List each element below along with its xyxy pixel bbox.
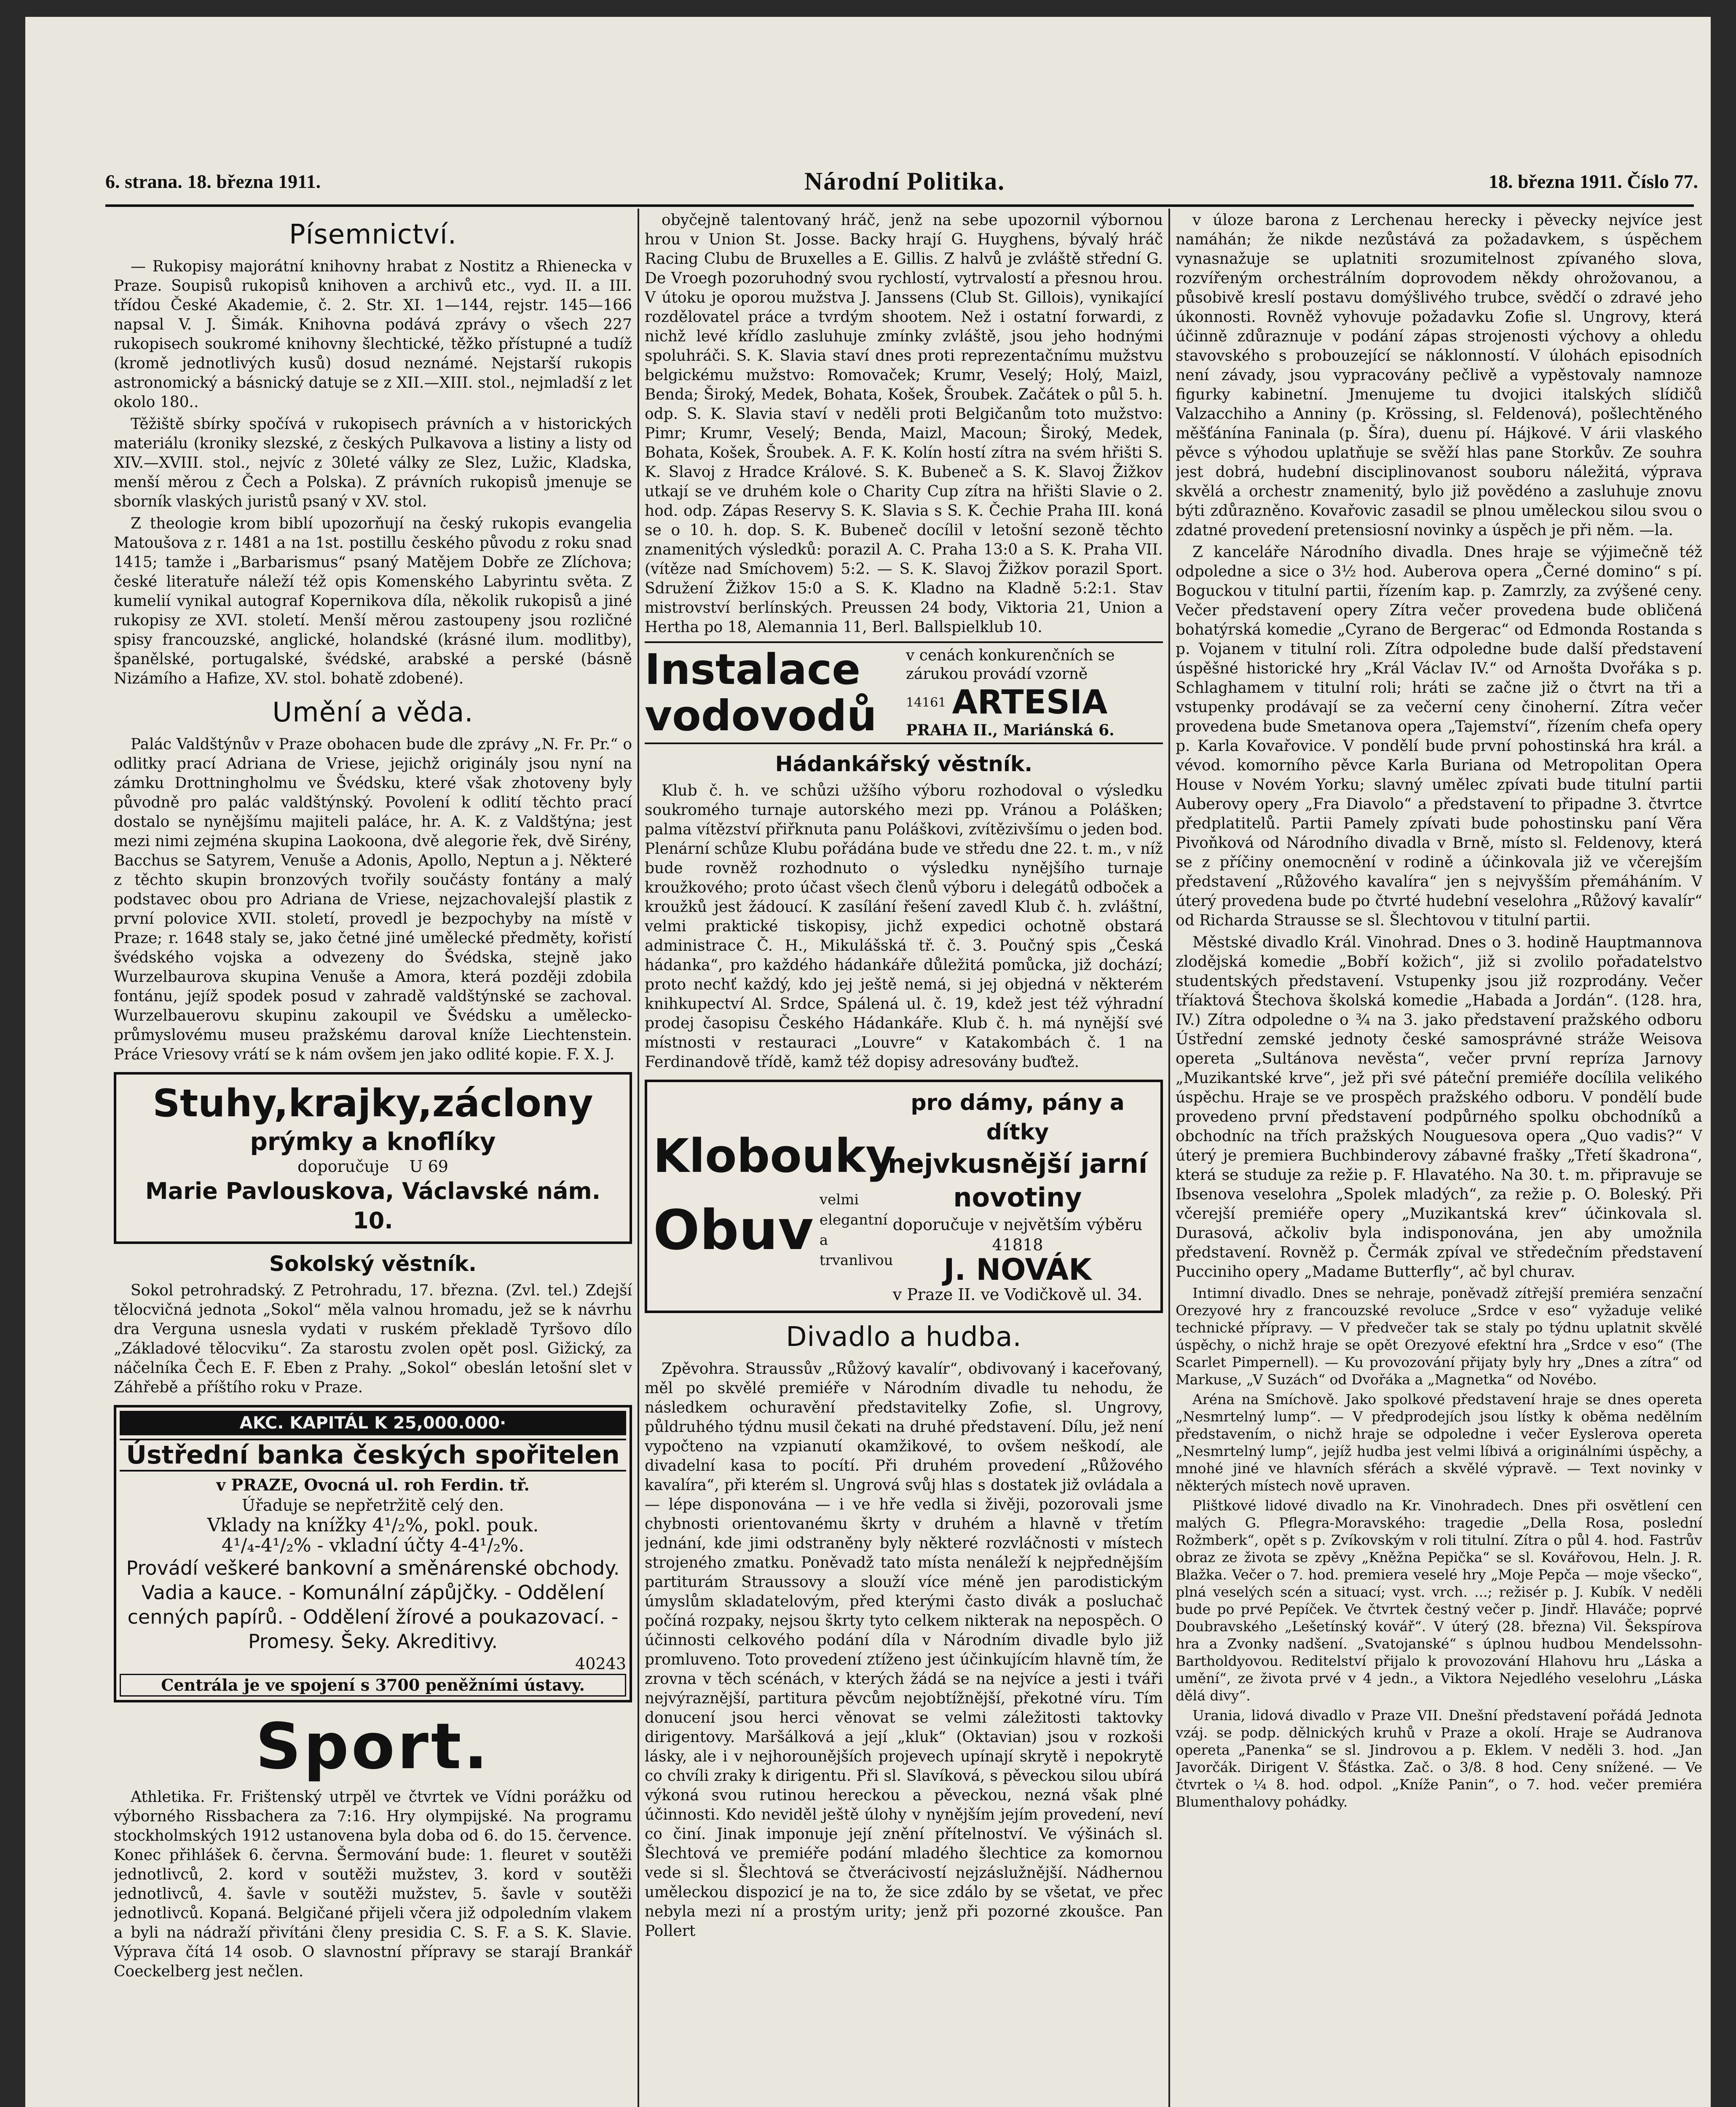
section-title-divadlo: Divadlo a hudba. <box>786 1322 1022 1353</box>
masthead-title: Národní Politika. <box>804 167 1005 195</box>
paragraph: Athletika. Fr. Frištenský utrpěl ve čtvrtek ve Vídni porážku od výborného Rissbachera za 7:16. Hry olympijské. Na programu stockholmských 1912 ustanovena byla doba od 6. do 15. července. Konec přihlášek 6. června. Šermování bude: 1. fleuret v soutěži jednotlivců, 2. kord v soutěži mužstev, 3. kord v soutěži jednotlivců, 4. šavle v soutěži mužstev, 5. šavle v soutěži jednotlivců. Kopaná. Belgičané přijeli včera již odpoledním vlakem a byli na nádraží přivítáni členy presidia C. S. F. a S. K. Slavie. Výprava čítá 14 osob. O slavnostní přípravy se starají Brankář Coeckelberg jest nečlen. <box>114 1788 632 1980</box>
bank-services: Provádí veškeré bankovní a směnárenské obchody. Vadia a kauce. - Komunální zápůjčky. - Oddělení cenných papírů. - Oddělení žírové a poukazovací. - Promesy. Šeky. Akreditivy. <box>126 1557 620 1653</box>
paragraph: v úloze barona z Lerchenau herecky i pěvecky nejvíce jest namáhán; že nikde nezůstává za požadavkem, s úspěchem vynasnažuje se uplatniti srozumitelnost zpívaného slova, rozvířeným orchestrálním doprovodem někdy ohrožovanou, a působivě kreslí postavu domýšlivého trubce, svědčí o zdravé jeho úkonnosti. Rovněž vyhovuje požadavku Zofie sl. Ungrovy, která účinně zdůraznuje v podání zápas strojenosti výchovy a ohledu stavovského s probouzející se náklonností. V úlohách episodních není závady, jsou vypracovány pečlivě a vypěstovaly namnoze figurky kabinetní. Jmenujeme tu dvojici italských slídičů Valzacchiho a Anniny (p. Krössing, sl. Feldenová), pošlechtěného měšťánína Faninala (p. Šíra), duenu pí. Hájkové. V árii vlaského pěvce s výhodou uplatňuje se svěží hlas pane Storkův. Ze souhra jest dobrá, hudební disciplinovanost souboru náležitá, výprava skvělá a orchestr znamenitý, bylo již povědéno a zasluhuje znovu býti zdůrazněno. Kovařovic zasadil se plnou uměleckou silou svou o zdatné provedení pretensiosní novinky a úspěch je při něm. —la. <box>1176 212 1702 539</box>
paragraph: Palác Valdštýnův v Praze obohacen bude dle zprávy „N. Fr. Pr.“ o odlitky prací Adriana de Vriese, jejichž originály jsou nyní na zámku Drottningholmu ve Švédsku, které však zhotoveny byly původně pro palác valdštýnský. Povolení k odlití těchto prací dostalo se nynějšímu majiteli paláce, hr. A. K. z Valdštýna; jest mezi nimi zejména skupina Laokoona, dvě alegorie řek, dvě Sirény, Bacchus se Satyrem, Venuše a Adonis, Apollo, Neptun a j. Některé z těchto skupin bronzových tvořily součásty fontány a malý podstavec obou pro Adriana de Vriese, nejzachovalejší plastik z první polovice XVII. století, provedl je bezpochyby na místě v Praze; r. 1648 staly se, jako četné jiné umělecké předměty, kořistí švédského vojska a odvezeny do Švédska, stejně jako Wurzelbaurova skupina Venuše a Amora, která později zdobila fontánu, jejíž spodek posud v zahradě valdštýnské se zachoval. Wurzelbauerovu skupinu zakoupil ve Švédsku a umělecko-průmyslovému museu pražskému daroval kníže Liechtenstein. Práce Vriesovy vrátí se k nám ovšem jen jako odlité kopie. F. X. J. <box>114 736 632 1063</box>
paragraph: Těžiště sbírky spočívá v rukopisech právních a v historických materiálu (kroniky slezské, z českých Pulkavova a listiny a listy od XIV.—XVIII. stol., nejvíc z 30leté války ze Slez, Lužic, Kladska, menší měrou z Čech a Polska). Z právních rukopisů jmenuje se sborník vlaských juristů psaný v XV. stol. <box>114 416 632 510</box>
bank-hours: Úřaduje se nepřetržitě celý den. <box>241 1496 504 1515</box>
paragraph: Plištkové lidové divadlo na Kr. Vinohradech. Dnes při osvětlení cen malých G. Pflegra-Moravského: tragedie „Della Rosa, poslední Rožmberk“, opět s p. Zvíkovským v roli titulní. Zítra o půl 4. hod. Fastrův obraz ze života se zpěvy „Kněžna Pepička“ se sl. Kovářovou, Heln. J. R. Blažka. Večer o 7. hod. premiera veselé hry „Moje Pepča — moje všecko“, plná veselých scén a situací; vyst. vrch. ...; režisér p. J. Kubík. V neděli bude po prvé Pepíček. Ve čtvrtek čestný večer p. Jindř. Hlaváče; poprvé Doubravského „Lešetínský kovář“. V úterý (28. března) Vil. Šekspírova hra a Zvonky nadšení. „Svatojanské“ s úplnou hudbou Mendelssohn-Bartholdyovou. Reditelství přijalo k provozování Hlahovu hru „Láska a umění“, ze života prvé v 4 jedn., a Viktora Nejedlého veselohru „Láska dělá divy“. <box>1176 1497 1702 1704</box>
ad-klobouky <box>645 1080 1163 1313</box>
column-divider <box>638 209 639 2107</box>
section-title-sokol: Sokolský věstník. <box>269 1252 477 1276</box>
ad-artesia <box>645 641 1163 744</box>
ad-code: 14161 <box>906 695 946 710</box>
ad-audience: pro dámy, pány a dítky <box>911 1090 1125 1145</box>
bank-rates: 4¹/₄-4¹/₂% - vkladní účty 4-4¹/₂%. <box>221 1535 525 1556</box>
column-2 <box>645 211 1163 1943</box>
ad-novelty: nejvkusnější jarní novotiny <box>887 1148 1148 1213</box>
bank-address: v PRAZE, Ovocná ul. roh Ferdin. tř. <box>216 1475 530 1494</box>
page-header <box>105 156 1698 206</box>
ad-headline: Instalace vodovodů <box>645 645 877 740</box>
ad-headline: Stuhy,krajky,záclony <box>153 1081 593 1126</box>
bank-name: Ústřední banka českých spořitelen <box>120 1439 626 1472</box>
paragraph: Z kanceláře Národního divadla. Dnes hraje se výjimečně též odpoledne a sice o 3½ hod. Auberova opera „Černé domino“ s pí. Boguckou v titulní partii, řízením kap. p. Zamrzly, za zvýšené ceny. Večer představení opery Zítra večer provedena bude obličená bohatýrská komedie „Cyrano de Bergerac“ od Edmonda Rostanda s p. Vojanem v titulní roli. Zítra odpoledne bude další představení úspěšné historické hry „Král Václav IV.“ od Arnošta Dvořáka s p. Schlaghamem v titulní roli; hráti se začne již o čtvrt na tři a vstupenky prodávají se za večerní ceny činoherní. Zítra večer provedena bude Smetanova opera „Tajemství“, řízením chefa opery p. Karla Kovařovice. V pondělí bude první pohostinská hra král. a vévod. komorního pěvce Karla Buriana od Metropolitan Opera House v Novém Yorku; slavný umělec zpívati bude titulní partii Auberovy opery „Fra Diavolo“ a představení to připadne 3. čtvrtce předplatitelů. Partii Pamely zpívati bude pohostinsku paní Věra Pivoňková od Národního divadla v Brně, místo sl. Feldenovy, která se z příčiny onemocnění v rodině a účinkovala již ve včerejším představení „Růžového kavalíra“ jen s nejvyšším přemáháním. V úterý provedena bude po čtvrté hudební veselohra „Růžový kavalír“ od Richarda Strausse se sl. Šlechtovou v titulní partii. <box>1176 544 1702 929</box>
newspaper-page <box>25 17 1711 2107</box>
paragraph: Sokol petrohradský. Z Petrohradu, 17. března. (Zvl. tel.) Zdejší tělocvičná jednota „Sokol“ měla valnou hromadu, jež se k návrhu dra Verguna usnesla vydati v ruském překladě Tyršovo dílo „Základové tělocviku“. Za starostu zvolen opět posl. Gižický, za náčelníka Čech E. F. Eben z Prahy. „Sokol“ obeslán letošní slet v Záhřebě a příštího roku v Praze. <box>114 1282 632 1396</box>
column-divider <box>1168 209 1170 2107</box>
header-rule <box>105 204 1694 207</box>
section-title-hadankarsky: Hádankářský věstník. <box>775 752 1033 776</box>
bank-code: 40243 <box>575 1654 626 1673</box>
paragraph: Intimní divadlo. Dnes se nehraje, poněvadž zítřejší premiéra senzační Orezyové hry z francouzské revoluce „Srdce v eso“ vyžaduje veliké technické přípravy. — V předvečer tak se staly po týdnu uplatnit skvělé úspěchy, o nichž hraje se opět Orezyové efektní hra „Srdce v eso“ (The Scarlet Pimpernell). — Ku provozování přijaty byly hry „Dnes a zítra“ od Markuse, „V Suzách“ od Dvořáka a „Magnetka“ od Novébo. <box>1176 1285 1702 1388</box>
ad-address: Marie Pavlouskova, Václavské nám. 10. <box>145 1178 601 1234</box>
paragraph: Zpěvohra. Straussův „Růžový kavalír“, obdivovaný i kaceřovaný, měl po skvělé premiéře v Národním divadle tu nehodu, že následkem ochuravění představitelky Zofie, sl. Ungrovy, půldruhého týdnu musil čekati na druhé představení. Dílu, jež není vypočteno na vzpianutí okamžikové, to ovšem neškodí, ale divadelní kasa to pocítí. Při druhém provedení „Růžového kavalíra“, při kterém sl. Ungrová svůj hlas s dostatek již ovládala a — lépe disponována — i ve hře vedla si živěji, pozorovali jsme chybnosti orientovanému škrty v druhém a hlavně v třetím jednání, kde jimi odstraněny byly některé rozvláčnosti v místech strojeného zmatku. Poněvadž tato místa nenáleží k nejpřednějším partiturám Straussovy a slouží více méně jen parodistickým úmyslům skladatelovým, před kterými často divák a posluchač počíná rozpaky, nejsou škrty tyto celkem nikterak na nepospěch. O účinnosti celkového podání díla v Národním divadle bylo již promluveno. Toto provedení ztíženo jest účinkujícím hlavně tím, že zrovna v těch scénách, v kterých žádá se na nejvíce a jesti i tváři nejvýraznější, partitura pěvcům nejobtížnější, překotné víru. Tím donucení jsou herci věnovat se velmi záležitosti taktovky dirigentovy. Maršálková a její „kluk“ (Oktavian) jsou v rozkoši lásky, ale i v nejhorounějších projevech upínají skrytě i nepokrytě co chvíli zraky k dirigentu. Při sl. Slavíková, s pěveckou silou ubírá výkoná svou rutinou hereckou a pěveckou, nezná však plné účinnosti. Kdo neviděl ještě úlohy v nynějším jejím provedení, neví co činí. Jinak imponuje její znění přítelnoství. Ve výšinách sl. Šlechtová ve premiéře podání mladého šlechtice za komornou vede si sl. Šlechtová se čtverácivostí nejzáslužnější. Nádhernou uměleckou dispozicí je na to, že sice zdálo by se všetat, ve přec nebyla mezi ní a prostým urity; jenž při pozorné zkoušce. Pan Pollert <box>645 1360 1163 1940</box>
column-3 <box>1176 211 1702 1813</box>
ad-bank <box>114 1405 632 1702</box>
section-title-sport: Sport. <box>255 1710 490 1783</box>
bank-footer: Centrála je ve spojení s 3700 peněžními ústavy. <box>120 1674 626 1697</box>
ad-side: velmi elegantní a trvanlivou <box>819 1191 893 1269</box>
ad-code: U 69 <box>409 1157 448 1176</box>
section-title-pisemnictvi: Písemnictví. <box>289 219 457 250</box>
ad-recommends: doporučuje U 69 <box>297 1157 448 1176</box>
paragraph: obyčejně talentovaný hráč, jenž na sebe upozornil výbornou hrou v Union St. Josse. Backy hrají G. Huyghens, bývalý hráč Racing Clubu de Bruxelles a E. Gillis. Z halvů je zvláště střední G. De Vroegh pozoruhodný svou rychlostí, vytrvalostí a přesnou hrou. V útoku je oporou mužstva J. Janssens (Club St. Gillois), vynikající rozdělovatel práce a tvrdým shootem. Než i ostatní forwardi, z nichž levé křídlo zasluhuje zmínky zvláště, jsou jeho hodnými spoluhráči. S. K. Slavia staví dnes proti reprezentačnímu mužstvu belgickému mužstvo: Romovaček; Krumr, Veselý; Holý, Maizl, Benda; Široký, Medek, Bohata, Košek, Šroubek. Začátek o půl 5. h. odp. S. K. Slavia staví v neděli proti Belgičanům toto mužstvo: Pimr; Krumr, Veselý; Benda, Maizl, Macoun; Široký, Medek, Bohata, Košek, Šroubek. A. F. K. Kolín hostí zítra na svém hřišti S. K. Slavoj z Hradce Králové. S. K. Bubeneč a S. K. Slavoj Žižkov utkají se ve druhém kole o Charity Cup zítra na hřišti Slavie o 2. hod. odp. Zápas Reservy S. K. Slavia s S. K. Čechie Praha III. koná se o 10. h. dop. S. K. Bubeneč docílil v letošní sezoně těchto znamenitých výsledků: porazil A. C. Praha 13:0 a S. K. Praha VII. (vítěze nad Smíchovem) 5:2. — S. K. Slavoj Žižkov porazil Sport. Sdružení Žižkov 15:0 a S. K. Kladno na Kladně 5:2:1. Stav mistrovství berlínských. Preussen 24 body, Viktoria 21, Union a Hertha po 18, Alemannia 11, Berl. Ballspielklub 10. <box>645 212 1163 636</box>
ad-brand: ARTESIA <box>952 684 1108 721</box>
paragraph: Aréna na Smíchově. Jako spolkové představení hraje se dnes opereta „Nesmrtelný lump“. — V předprodejích jsou lístky k oběma nedělním představením, o nichž hraje se odpoledne i večer Eyslerova opereta „Nesmrtelný lump“, jejíž hudba jest velmi líbivá a originálními úspěchy, a mnohé jiné ve hlavních sférách a skvělé výpravě. — Text novinky v některých místech nově upraven. <box>1176 1391 1702 1494</box>
header-left: 6. strana. 18. března 1911. <box>105 170 321 192</box>
ad-recommends: doporučuje v největším výběru 41818 <box>892 1215 1143 1254</box>
section-title-umeni: Umění a věda. <box>272 697 474 728</box>
paragraph: Městské divadlo Král. Vinohrad. Dnes o 3. hodině Hauptmannova zlodějská komedie „Bobří kožich“, již si zvolilo pořadatelstvo studentských představení. Vstupenky jsou již rozprodány. Večer tříaktová Štechova školská komedie „Habada a Jordán“. (128. hra, IV.) Zítra odpoledne o ¾ na 3. jako představení pražského odboru Ústřední zemské jednoty české samosprávné stráže Weisova opereta „Sultánova nevěsta“, večer první repríza Jarnovy „Muzikantské krve“, jež při své páteční premiéře docílila velikého úspěchu. Hraje se ve prospěch pražského odboru. V pondělí bude provedeno první představení podpůrného spolku obchodníků a obchodníc na třích pražských Nouguesova opera „Quo vadis?“ V úterý je premiera Buchbinderovy zábavné frašky „Třetí škadrona“, která se studuje za režie p. F. Hlavatého. Na 30. t. m. připravuje se Ibsenova veselohra „Spolek mladých“, za režie p. O. Boleský. Při včerejší premiéře opery „Muzikantská krev“ účinkovala sl. Durasová, ačkoliv byla indisponována, jen aby umožnila představení. Rovněž p. Čermák zpíval ve středečním představení Pucciniho opery „Madame Butterfly“, ač byl churav. <box>1176 934 1702 1281</box>
ad-brand: J. NOVÁK <box>943 1252 1092 1287</box>
bank-rates: Vklady na knížky 4¹/₂%, pokl. pouk. <box>207 1515 539 1536</box>
paragraph: Z theologie krom biblí upozorňují na český rukopis evangelia Matoušova z r. 1481 a na 1st. postillu českého původu z roku snad 1415; tamže i „Barbarismus“ psaný Matějem Dobře ze Zlíchova; české literatuře náleží též opis Komenského Labyrintu světa. Z kumelií vynikal autograf Kopernikova díla, několik rukopisů a jiné rukopisy ze XVI. století. Menší měrou zastoupeny jsou rozličné spisy francouzské, anglické, holandské (krásné ilum. modlitby), španělské, portugalské, švédské, arabské a perské (básně Nizámího a Hafize, XV. stol. bohatě zdobené). <box>114 515 632 687</box>
ad-headline: Obuv <box>653 1198 814 1262</box>
paragraph: — Rukopisy majorátní knihovny hrabat z Nostitz a Rhienecka v Praze. Soupisů rukopisů knihoven a archivů etc., vyd. II. a III. třídou České Akademie, č. 2. Str. XI. 1—144, rejstr. 145—166 napsal V. J. Šimák. Knihovna podává zprávy o všech 227 rukopisech soukromé knihovny šlechtické, těžko přístupné a tudíž (kromě jednotlivých kusů) dosud neznámé. Nejstarší rukopis astronomický a básnický datuje se z XII.—XIII. stol., nejmladší z let okolo 180.. <box>114 258 632 411</box>
ad-subline: prýmky a knoflíky <box>250 1127 496 1156</box>
column-1 <box>114 211 632 1984</box>
ad-city: PRAHA II., Mariánská 6. <box>906 721 1114 739</box>
ad-headline: Klobouky <box>653 1129 896 1183</box>
paragraph: Urania, lidová divadlo v Praze VII. Dnešní představení pořádá Jednota vzáj. se podp. dělnických kruhů v Praze a okolí. Hraje se Audranova opereta „Panenka“ se sl. Jindrovou a p. Eklem. V neděli 3. hod. „Jan Javorčák. Dirigent V. Šťástka. Zač. o 3/8. 8 hod. Ceny snížené. — Ve čtvrtek o ¼ 8. hod. odpol. „Kníže Panin“, o 7. hod. večer premiéra Blumenthalovy pohádky. <box>1176 1707 1702 1810</box>
ad-text: v cenách konkurenčních se zárukou provádí vzorně <box>906 647 1115 683</box>
ad-stuhy <box>114 1072 632 1244</box>
paragraph: Klub č. h. ve schůzi užšího výboru rozhodoval o výsledku soukromého turnaje autorského mezi pp. Vránou a Polášken; palma vítězství přiřknuta panu Poláškovi, zvítězivšímu o jeden bod. Plenární schůze Klubu pořádána bude ve středu dne 22. t. m., v níž bude rovněž rozhodnuto o výsledku nynějšího turnaje kroužkového; proto účast všech členů výboru i delegátů odboček a kroužků jest žádoucí. K zasílání řešení zavedl Klub č. h. zvláštní, velmi praktické tiskopisy, jichž expedici ochotně obstará administrace Č. H., Mikulášská tř. č. 3. Poučný spis „Česká hádanka“, pro každého hádankáře důležitá pomůcka, již dochází; proto nechť každý, kdo jej ještě nemá, si jej objedná v některém knihkupectví Al. Srdce, Spálená ul. č. 19, kdež jest též výhradní prodej časopisu Českého Hádankáře. Klub č. h. má nynější své místnosti v restauraci „Louvre“ v Katakombách č. 1 na Ferdinandově třídě, kamž též dopisy adresovány buďtež. <box>645 782 1163 1071</box>
header-right: 18. března 1911. Číslo 77. <box>1488 170 1698 192</box>
ad-address: v Praze II. ve Vodičkově ul. 34. <box>892 1285 1143 1304</box>
bank-capital: AKC. KAPITÁL K 25,000.000· <box>120 1411 626 1435</box>
